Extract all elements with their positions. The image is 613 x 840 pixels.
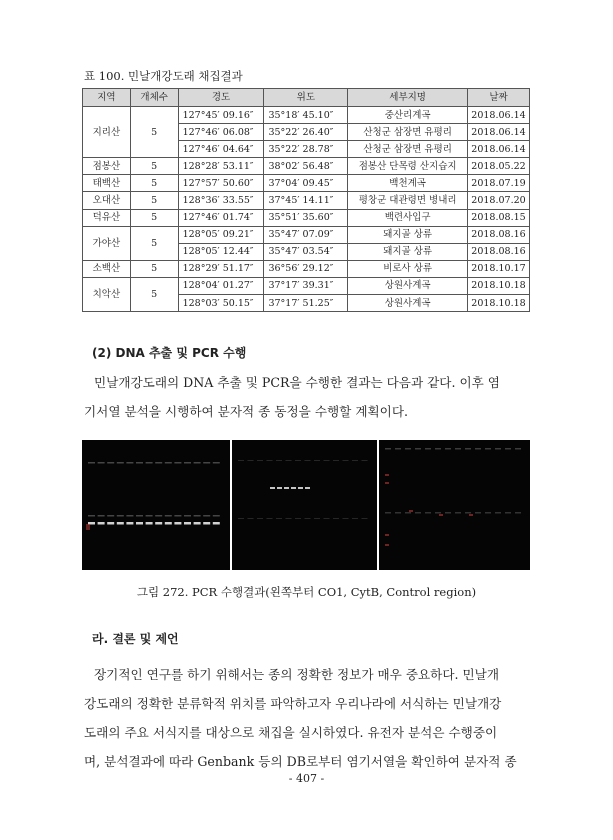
gel-image-cytb [232,440,377,570]
paragraph-line: 장기적인 연구를 하기 위해서는 종의 정확한 정보가 매우 중요하다. 민날개 [94,667,499,682]
table-body [83,107,530,312]
table-row [83,277,530,294]
page-number: - 407 - [288,772,325,785]
gel-well [324,460,330,461]
place-cell: 중산리계곡 [348,107,468,124]
gel-band [284,487,289,489]
gel-image-co1 [82,440,230,570]
gel-well [184,462,191,464]
gel-well [203,515,210,517]
longitude-cell: 128°03′ 50.15″ [178,295,264,312]
gel-band [98,522,105,525]
gel-ladder [409,510,413,512]
table-row [83,107,530,124]
place-cell: 돼지골 상류 [348,226,468,243]
table-row [83,175,530,192]
gel-well [184,515,191,517]
longitude-cell: 127°46′ 06.08″ [178,124,264,141]
latitude-cell: 35°18′ 45.10″ [264,107,348,124]
column-header: 개체수 [130,89,178,107]
gel-image-control-region [379,440,530,570]
latitude-cell: 35°22′ 26.40″ [264,124,348,141]
gel-well [117,515,124,517]
place-cell: 평창군 대관령면 병내리 [348,192,468,209]
gel-well [213,515,220,517]
gel-band [298,487,303,489]
gel-well [88,515,95,517]
gel-well [248,518,254,519]
region-cell: 오대산 [83,192,131,209]
latitude-cell: 36°56′ 29.12″ [264,260,348,277]
section-heading-dna: (2) DNA 추출 및 PCR 수행 [92,346,247,360]
gel-band [107,522,114,525]
gel-band [146,522,153,525]
longitude-cell: 127°45′ 09.16″ [178,107,264,124]
column-header: 경도 [178,89,264,107]
longitude-cell: 127°57′ 50.60″ [178,175,264,192]
place-cell: 산청군 삼장면 유평리 [348,124,468,141]
place-cell: 상원사계곡 [348,277,468,294]
gel-band [155,522,162,525]
gel-well [295,460,301,461]
gel-well [455,448,461,450]
gel-well [324,518,330,519]
region-cell: 태백산 [83,175,131,192]
table-row [83,209,530,226]
column-header: 위도 [264,89,348,107]
region-cell: 지리산 [83,107,131,158]
region-cell: 덕유산 [83,209,131,226]
gel-well [165,515,172,517]
gel-well [194,462,201,464]
count-cell: 5 [130,277,178,311]
latitude-cell: 35°51′ 35.60″ [264,209,348,226]
gel-well [495,512,501,514]
region-cell: 치악산 [83,277,131,311]
gel-well [194,515,201,517]
longitude-cell: 128°29′ 51.17″ [178,260,264,277]
gel-well [155,462,162,464]
date-cell: 2018.10.17 [468,260,530,277]
gel-well [146,462,153,464]
paragraph-line: 며, 분석결과에 따라 Genbank 등의 DB로부터 염기서열을 확인하여 분자적 종 [84,754,517,769]
gel-well [485,448,491,450]
date-cell: 2018.05.22 [468,158,530,175]
gel-ladder [469,514,473,516]
gel-well [505,448,511,450]
gel-well [276,460,282,461]
column-header: 날짜 [468,89,530,107]
section-heading-conclusion: 라. 결론 및 제언 [92,632,179,646]
gel-well [385,512,391,514]
gel-well [257,460,263,461]
gel-well [267,518,273,519]
gel-ladder [385,482,389,484]
date-cell: 2018.08.15 [468,209,530,226]
count-cell: 5 [130,107,178,158]
gel-well [333,460,339,461]
gel-well [98,515,105,517]
gel-well [126,462,133,464]
longitude-cell: 128°36′ 33.55″ [178,192,264,209]
gel-well [117,462,124,464]
count-cell: 5 [130,260,178,277]
gel-band [174,522,181,525]
place-cell: 산청군 삼장면 유평리 [348,141,468,158]
place-cell: 비로사 상류 [348,260,468,277]
latitude-cell: 37°45′ 14.11″ [264,192,348,209]
count-cell: 5 [130,192,178,209]
gel-ladder [385,474,389,476]
gel-band [194,522,201,525]
gel-well [276,518,282,519]
paragraph-line: 민날개강도래의 DNA 추출 및 PCR을 수행한 결과는 다음과 같다. 이후 염 [94,375,500,390]
collection-table [82,88,530,312]
gel-well [248,460,254,461]
gel-band [117,522,124,525]
table-row [83,226,530,243]
gel-well [314,460,320,461]
gel-well [286,518,292,519]
gel-band [305,487,310,489]
place-cell: 상원사계곡 [348,295,468,312]
gel-band [126,522,133,525]
paragraph-line: 강도래의 정확한 분류학적 위치를 파악하고자 우리나라에 서식하는 민날개강 [84,696,502,711]
region-cell: 가야산 [83,226,131,260]
gel-well [126,515,133,517]
gel-well [286,460,292,461]
gel-well [415,448,421,450]
date-cell: 2018.08.16 [468,226,530,243]
gel-well [455,512,461,514]
gel-ladder [385,534,389,536]
table-row [83,192,530,209]
latitude-cell: 37°17′ 51.25″ [264,295,348,312]
region-cell: 점봉산 [83,158,131,175]
gel-well [174,462,181,464]
gel-well [146,515,153,517]
gel-well [257,518,263,519]
gel-band [203,522,210,525]
date-cell: 2018.10.18 [468,277,530,294]
gel-well [425,512,431,514]
longitude-cell: 127°46′ 04.64″ [178,141,264,158]
latitude-cell: 35°47′ 07.09″ [264,226,348,243]
pcr-gel-figure [82,440,530,570]
gel-band [277,487,282,489]
gel-band [270,487,275,489]
count-cell: 5 [130,226,178,260]
column-header: 지역 [83,89,131,107]
gel-ladder [385,544,389,546]
gel-well [445,448,451,450]
gel-band [184,522,191,525]
longitude-cell: 128°05′ 12.44″ [178,243,264,260]
gel-well [295,518,301,519]
longitude-cell: 127°46′ 01.74″ [178,209,264,226]
gel-well [136,462,143,464]
gel-well [385,448,391,450]
date-cell: 2018.06.14 [468,124,530,141]
figure-caption: 그림 272. PCR 수행결과(왼쪽부터 CO1, CytB, Control region) [136,585,477,599]
gel-well [155,515,162,517]
gel-well [352,460,358,461]
gel-well [267,460,273,461]
table-header-row [83,89,530,107]
gel-band [136,522,143,525]
conclusion-paragraph [84,660,529,776]
table-row [83,158,530,175]
gel-well [435,512,441,514]
gel-well [174,515,181,517]
gel-well [343,518,349,519]
latitude-cell: 35°22′ 28.78″ [264,141,348,158]
gel-well [395,448,401,450]
gel-well [475,448,481,450]
column-header: 세부지명 [348,89,468,107]
gel-well [445,512,451,514]
place-cell: 돼지골 상류 [348,243,468,260]
gel-well [405,512,411,514]
gel-well [435,448,441,450]
gel-well [136,515,143,517]
gel-well [107,515,114,517]
gel-well [515,448,521,450]
paragraph-line: 기서열 분석을 시행하여 분자적 종 동정을 수행할 계획이다. [84,404,408,419]
gel-well [505,512,511,514]
longitude-cell: 128°04′ 01.27″ [178,277,264,294]
gel-well [495,448,501,450]
gel-well [343,460,349,461]
date-cell: 2018.06.14 [468,141,530,158]
gel-well [515,512,521,514]
gel-well [88,462,95,464]
gel-band [291,487,296,489]
gel-band [213,522,220,525]
gel-well [305,518,311,519]
gel-well [314,518,320,519]
gel-well [238,460,244,461]
count-cell: 5 [130,175,178,192]
gel-well [352,518,358,519]
date-cell: 2018.06.14 [468,107,530,124]
gel-ladder [86,524,90,530]
place-cell: 점봉산 단목령 산지습지 [348,158,468,175]
place-cell: 백천계곡 [348,175,468,192]
gel-well [362,460,368,461]
date-cell: 2018.07.19 [468,175,530,192]
latitude-cell: 37°17′ 39.31″ [264,277,348,294]
gel-well [475,512,481,514]
gel-well [465,448,471,450]
gel-well [485,512,491,514]
date-cell: 2018.07.20 [468,192,530,209]
date-cell: 2018.08.16 [468,243,530,260]
count-cell: 5 [130,158,178,175]
gel-well [333,518,339,519]
latitude-cell: 35°47′ 03.54″ [264,243,348,260]
gel-well [203,462,210,464]
gel-well [98,462,105,464]
longitude-cell: 128°28′ 53.11″ [178,158,264,175]
place-cell: 백련사입구 [348,209,468,226]
gel-well [395,512,401,514]
gel-well [238,518,244,519]
latitude-cell: 37°04′ 09.45″ [264,175,348,192]
table-caption: 표 100. 민날개강도래 채집결과 [84,69,243,83]
dna-paragraph [84,368,529,426]
gel-well [305,460,311,461]
gel-band [165,522,172,525]
paragraph-line: 도래의 주요 서식지를 대상으로 채집을 실시하였다. 유전자 분석은 수행중이 [84,725,498,740]
gel-well [213,462,220,464]
count-cell: 5 [130,209,178,226]
gel-ladder [439,514,443,516]
longitude-cell: 128°05′ 09.21″ [178,226,264,243]
gel-well [465,512,471,514]
gel-well [165,462,172,464]
gel-well [107,462,114,464]
gel-well [415,512,421,514]
date-cell: 2018.10.18 [468,295,530,312]
gel-well [362,518,368,519]
latitude-cell: 38°02′ 56.48″ [264,158,348,175]
table-row [83,260,530,277]
gel-well [405,448,411,450]
gel-well [425,448,431,450]
region-cell: 소백산 [83,260,131,277]
